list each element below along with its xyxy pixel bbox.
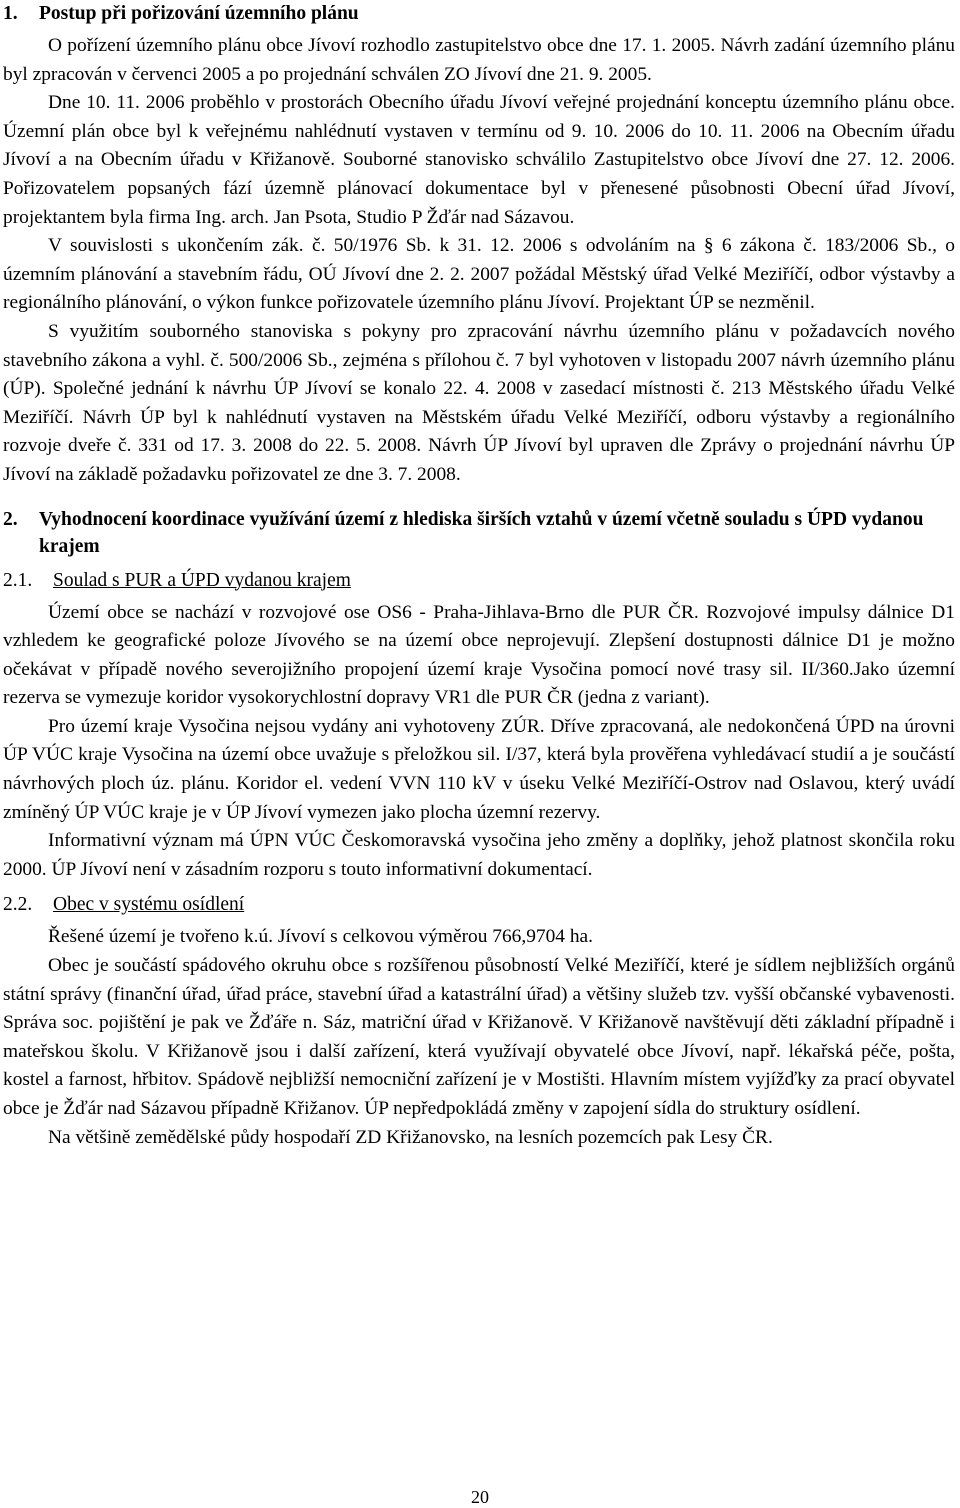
subsection-heading-2-1 [3,567,955,594]
section-heading-1 [3,0,955,27]
section-title: Postup při pořizování územního plánu [39,3,359,24]
section-title: Vyhodnocení koordinace využívání území z hlediska širších vztahů v území včetně souladu s ÚPD vydanou krajem [39,508,924,557]
paragraph: Pro území kraje Vysočina nejsou vydány ani vyhotoveny ZÚR. Dříve zpracovaná, ale nedokončená ÚPD na úrovni ÚP VÚC kraje Vysočina na území obce uvažuje s přeložkou sil. I/37, která byla prověřena vyhledávací studií a je součástí návrhových ploch úz. plánu. Koridor el. vedení VVN 110 kV v úseku Velké Meziříčí-Ostrov nad Oslavou, který uvádí zmíněný ÚP VÚC kraje je v ÚP Jívoví vymezen jako plocha územní rezervy. [3,715,955,823]
paragraph: Na většině zemědělské půdy hospodaří ZD Křižanovsko, na lesních pozemcích pak Lesy ČR. [48,1126,773,1148]
paragraph: Území obce se nachází v rozvojové ose OS6 - Praha-Jihlava-Brno dle PUR ČR. Rozvojové impulsy dálnice D1 vzhledem ke geografické poloze Jívového se na území obce neprojevují. Zlepšení dostupnosti dálnice D1 je možno očekávat v případě nového severojižního propojení území kraje Vysočina pomocí nové trasy sil. II/360.Jako územní rezerva se vymezuje koridor vysokorychlostní dopravy VR1 dle PUR ČR (jedna z variant). [3,601,955,709]
section-number: 1. [3,3,18,24]
subsection-heading-2-2 [3,891,955,918]
paragraph: S využitím souborného stanoviska s pokyny pro zpracování návrhu územního plánu v požadavcích nového stavebního zákona a vyhl. č. 500/2006 Sb., zejména s přílohou č. 7 byl vyhotoven v listopadu 2007 návrh územního plánu (ÚP). Společné jednání k návrhu ÚP Jívoví se konalo 22. 4. 2008 v zasedací místnosti č. 213 Městského úřadu Velké Meziříčí. Návrh ÚP byl k nahlédnutí vystaven na Městském úřadu Velké Meziříčí, odboru výstavby a regionálního rozvoje dveře č. 331 od 17. 3. 2008 do 22. 5. 2008. Návrh ÚP Jívoví byl upraven dle Zprávy o projednání návrhu ÚP Jívoví na základě požadavku pořizovatel ze dne 3. 7. 2008. [3,320,955,485]
section-heading-2 [3,506,955,560]
subsection-title: Soulad s PUR a ÚPD vydanou krajem [53,569,351,591]
page-content [3,0,955,1152]
page-number: 20 [471,1487,489,1507]
section-number: 2. [3,508,18,530]
paragraph: O pořízení územního plánu obce Jívoví rozhodlo zastupitelstvo obce dne 17. 1. 2005. Návrh zadání územního plánu byl zpracován v červenci 2005 a po projednání schválen ZO Jívoví dne 21. 9. 2005. [3,35,955,85]
paragraph: Informativní význam má ÚPN VÚC Českomoravská vysočina jeho změny a doplňky, jehož platnost skončila roku 2000. ÚP Jívoví není v zásadním rozporu s touto informativní dokumentací. [3,830,955,880]
subsection-title: Obec v systému osídlení [53,894,245,916]
paragraph: Řešené území je tvořeno k.ú. Jívoví s celkovou výměrou 766,9704 ha. [48,926,593,948]
subsection-number: 2.1. [3,569,33,591]
paragraph: Obec je součástí spádového okruhu obce s rozšířenou působností Velké Meziříčí, které je sídlem nejbližších orgánů státní správy (finanční úřad, úřad práce, stavební úřad a katastrální úřad) a většiny služeb tzv. vyšší občanské vybavenosti. Správa soc. pojištění je pak ve Žďáře n. Sáz, matriční úřad v Křižanově. V Křižanově navštěvují děti základní případně i mateřskou školu. V Křižanově jsou i další zařízení, která využívají obyvatelé obce Jívoví, např. lékařská péče, pošta, kostel a farnost, hřbitov. Spádově nejbližší nemocniční zařízení je v Mostišti. Hlavním místem vyjížďky za prací obyvatel obce je Žďár nad Sázavou případně Křižanov. ÚP nepředpokládá změny v zapojení sídla do struktury osídlení. [3,955,955,1119]
subsection-number: 2.2. [3,894,33,916]
paragraph: V souvislosti s ukončením zák. č. 50/1976 Sb. k 31. 12. 2006 s odvoláním na § 6 zákona č. 183/2006 Sb., o územním plánování a stavebním řádu, OÚ Jívoví dne 2. 2. 2007 požádal Městský úřad Velké Meziříčí, odbor výstavby a regionálního plánování, o výkon funkce pořizovatele územního plánu Jívoví. Projektant ÚP se nezměnil. [3,235,955,314]
paragraph: Dne 10. 11. 2006 proběhlo v prostorách Obecního úřadu Jívoví veřejné projednání konceptu územního plánu obce. Územní plán obce byl k veřejnému nahlédnutí vystaven v termínu od 9. 10. 2006 do 10. 11. 2006 na Obecním úřadu Jívoví a na Obecním úřadu v Křižanově. Souborné stanovisko schválilo Zastupitelstvo obce Jívoví dne 27. 12. 2006. Pořizovatelem popsaných fází územně plánovací dokumentace byl v přenesené působnosti Obecní úřad Jívoví, projektantem byla firma Ing. arch. Jan Psota, Studio P Žďár nad Sázavou. [3,92,955,228]
